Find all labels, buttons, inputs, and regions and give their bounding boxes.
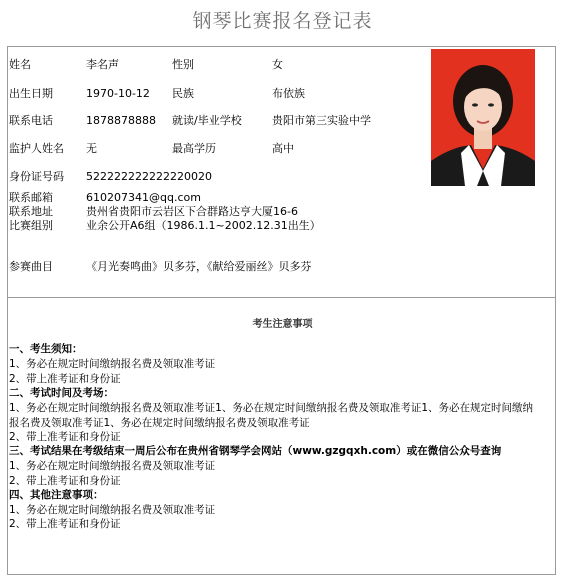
notice-line: 2、带上准考证和身份证 (9, 373, 121, 385)
address-label: 联系地址 (9, 205, 53, 218)
notice-line: 报名费及领取准考证1、务必在规定时间缴纳报名费及领取准考证 (9, 417, 310, 429)
applicant-photo (431, 49, 535, 186)
pieces-value: 《月光奏鸣曲》贝多芬，《献给爱丽丝》贝多芬 (86, 260, 312, 273)
gender-value: 女 (272, 58, 283, 71)
school-value: 贵阳市第三实验中学 (272, 114, 371, 127)
email-value: 610207341@qq.com (86, 191, 201, 204)
school-label: 就读/毕业学校 (172, 114, 242, 127)
email-label: 联系邮箱 (9, 191, 53, 204)
section-divider (7, 297, 556, 298)
birth-value: 1970-10-12 (86, 87, 150, 100)
id-label: 身份证号码 (9, 170, 64, 183)
guardian-value: 无 (86, 142, 97, 155)
portrait-image (431, 49, 535, 186)
ethnic-label: 民族 (172, 87, 194, 100)
gender-label: 性别 (172, 58, 194, 71)
phone-label: 联系电话 (9, 114, 53, 127)
notice-line: 1、务必在规定时间缴纳报名费及领取准考证 (9, 460, 216, 472)
notice-line: 二、考试时间及考场： (9, 387, 114, 399)
ethnic-value: 布依族 (272, 87, 305, 100)
notice-title: 考生注意事项 (252, 319, 313, 330)
group-label: 比赛组别 (9, 219, 53, 232)
id-value: 522222222222220020 (86, 170, 212, 183)
notice-line: 四、其他注意事项： (9, 489, 104, 501)
notice-line: 2、带上准考证和身份证 (9, 518, 121, 530)
phone-value: 1878878888 (86, 114, 156, 127)
group-value: 业余公开A6组（1986.1.1~2002.12.31出生） (86, 219, 321, 232)
education-label: 最高学历 (172, 142, 216, 155)
name-value: 李名声 (86, 58, 119, 71)
notice-line: 三、考试结果在考级结束一周后公布在贵州省钢琴学会网站（www.gzgqxh.com）或在微信公众号查询 (9, 445, 502, 457)
notice-line: 一、考生须知： (9, 343, 83, 355)
address-value: 贵州省贵阳市云岩区下合群路达亨大厦16-6 (86, 205, 298, 218)
form-title: 钢琴比赛报名登记表 (192, 10, 373, 32)
birth-label: 出生日期 (9, 87, 53, 100)
notice-line: 2、带上准考证和身份证 (9, 475, 121, 487)
name-label: 姓名 (9, 58, 31, 71)
education-value: 高中 (272, 142, 294, 155)
notice-line: 1、务必在规定时间缴纳报名费及领取准考证 (9, 358, 216, 370)
notice-line: 1、务必在规定时间缴纳报名费及领取准考证1、务必在规定时间缴纳报名费及领取准考证1、务必在规定时间缴纳 (9, 402, 534, 414)
notice-line: 1、务必在规定时间缴纳报名费及领取准考证 (9, 504, 216, 516)
guardian-label: 监护人姓名 (9, 142, 64, 155)
notice-line: 2、带上准考证和身份证 (9, 431, 121, 443)
pieces-label: 参赛曲目 (9, 260, 53, 273)
